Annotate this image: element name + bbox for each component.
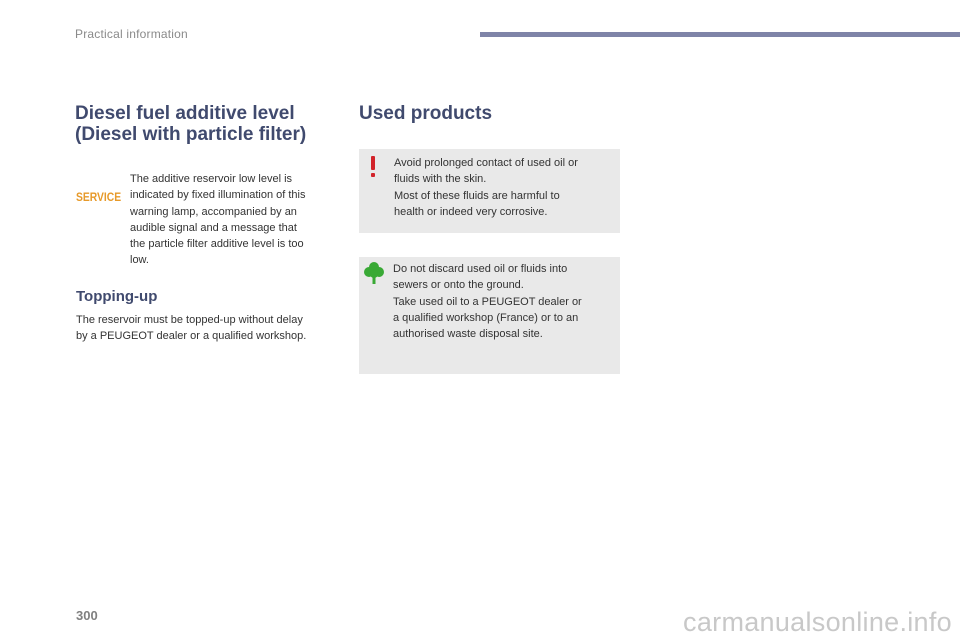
watermark: carmanualsonline.info xyxy=(683,607,952,637)
topping-line: by a PEUGEOT dealer or a qualified workshop. xyxy=(76,330,307,343)
topping-line: The reservoir must be topped-up without delay xyxy=(76,314,303,326)
intro-line: warning lamp, accompanied by an xyxy=(130,205,297,218)
eco-line: Take used oil to a PEUGEOT dealer or xyxy=(393,295,582,308)
section-heading-diesel-additive xyxy=(75,103,306,145)
intro-line: low. xyxy=(130,254,149,267)
heading-line-2: (Diesel with particle filter) xyxy=(75,124,307,145)
warning-line: fluids with the skin. xyxy=(394,173,487,186)
warning-line: Most of these fluids are harmful to xyxy=(394,189,560,202)
header-title: Practical information xyxy=(75,27,188,41)
eco-line: authorised waste disposal site. xyxy=(393,328,543,341)
eco-line: a qualified workshop (France) or to an xyxy=(393,311,579,324)
page-number: 300 xyxy=(76,608,98,623)
topping-up-text xyxy=(76,312,346,345)
exclamation-warning-icon xyxy=(369,156,377,178)
warning-line: health or indeed very corrosive. xyxy=(394,205,548,218)
service-warning-icon: SERVICE xyxy=(76,190,122,204)
section-heading-used-products: Used products xyxy=(359,103,493,124)
warning-line: Avoid prolonged contact of used oil or xyxy=(394,157,578,169)
header-bar xyxy=(480,32,960,37)
warning-box-text xyxy=(394,155,616,220)
additive-intro-text xyxy=(130,171,340,269)
tree-environment-icon xyxy=(364,261,384,285)
heading-line-1: Diesel fuel additive level xyxy=(75,103,295,124)
intro-line: audible signal and a message that xyxy=(130,221,297,234)
intro-line: indicated by fixed illumination of this xyxy=(130,189,306,202)
intro-line: the particle filter additive level is too xyxy=(130,238,304,251)
eco-line: sewers or onto the ground. xyxy=(393,279,524,292)
eco-line: Do not discard used oil or fluids into xyxy=(393,263,568,275)
intro-line: The additive reservoir low level is xyxy=(130,173,293,185)
eco-box-text xyxy=(393,261,615,342)
topping-up-heading: Topping-up xyxy=(76,288,158,305)
